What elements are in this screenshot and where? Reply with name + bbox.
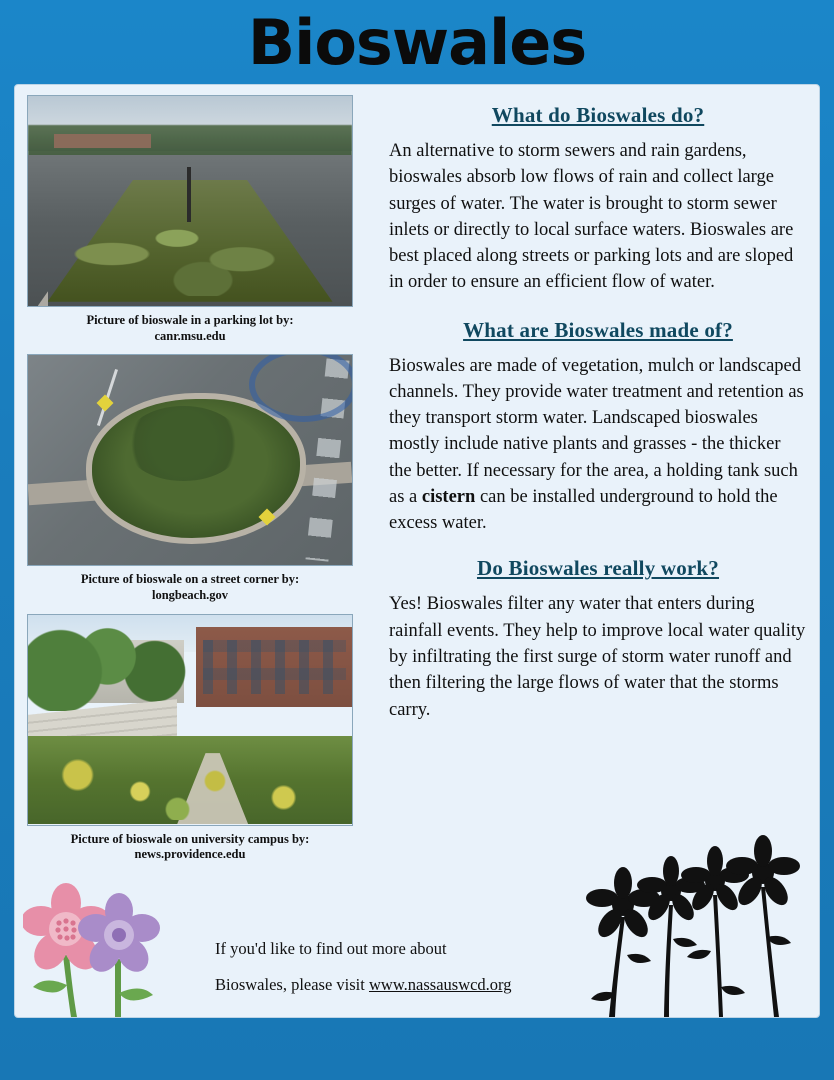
section-body-what-are-bioswales-made-of (389, 353, 807, 537)
photo-caption-parking-lot (27, 307, 353, 344)
body-text-emphasis-cistern: cistern (421, 486, 476, 507)
photo3-flowers (34, 745, 345, 821)
section-what-do-bioswales-do (389, 103, 807, 296)
photo2-tree-canopy (125, 406, 242, 482)
footer-line-1: If you'd like to find out more about (215, 939, 447, 958)
caption-line-2: canr.msu.edu (154, 328, 226, 343)
photo-block-parking-lot (27, 95, 367, 344)
website-link[interactable]: www.nassauswcd.org (368, 975, 512, 994)
photo-column (27, 95, 367, 873)
photo-caption-university-campus (27, 826, 353, 863)
section-what-are-bioswales-made-of (389, 318, 807, 537)
section-body-do-bioswales-really-work: Yes! Bioswales filter any water that enters during rainfall events. They help to improve local water quality by infiltrating the first surge of storm water runoff and then filtering the large flows of water that the storms carry. (389, 594, 806, 720)
section-heading-what-do-bioswales-do: What do Bioswales do? (491, 103, 705, 127)
section-heading-what-are-bioswales-made-of: What are Bioswales made of? (463, 317, 733, 342)
page-title: Bioswales (247, 6, 587, 79)
footer (15, 939, 819, 1011)
photo-university-campus (27, 614, 353, 826)
poster-title-bar (0, 0, 834, 84)
photo-block-street-corner (27, 354, 367, 603)
photo3-trees (28, 623, 209, 711)
photo-caption-street-corner (27, 566, 353, 603)
footer-line-2-prefix: Bioswales, please visit (215, 975, 369, 994)
photo-block-university-campus (27, 614, 367, 863)
caption-line-1: Picture of bioswale in a parking lot by: (86, 313, 294, 327)
caption-line-2: news.providence.edu (134, 847, 246, 862)
section-heading-do-bioswales-really-work: Do Bioswales really work? (476, 556, 720, 581)
section-do-bioswales-really-work (389, 556, 807, 722)
photo-street-corner (27, 354, 353, 566)
photo1-post (187, 167, 191, 222)
photo3-windows (203, 640, 346, 695)
body-text-part-1: Bioswales are made of vegetation, mulch or landscaped channels. They provide water treatment and retention as they transport storm water. Landscaped bioswales mostly include native plants and grasses - the thicker the better. If necessary for the area, a holding tank such as a (389, 355, 804, 507)
photo-parking-lot (27, 95, 353, 307)
caption-line-1: Picture of bioswale on university campus by: (70, 831, 310, 846)
section-body-what-do-bioswales-do: An alternative to storm sewers and rain gardens, bioswales absorb low flows of rain and collect large surges of water. The water is brought to storm sewer inlets or directly to local surface waters. Bioswales are best placed along streets or parking lots and are sloped in order to ensure an efficient flow of water. (389, 141, 794, 293)
caption-line-2: longbeach.gov (151, 587, 229, 602)
body-text-part-2: can be installed underground to hold the excess water. (389, 486, 778, 534)
text-column (367, 95, 807, 873)
caption-line-1: Picture of bioswale on a street corner by: (80, 572, 300, 587)
photo1-building (54, 134, 151, 149)
two-column-layout (15, 85, 819, 873)
footer-line-2 (215, 975, 797, 995)
content-card (14, 84, 820, 1018)
